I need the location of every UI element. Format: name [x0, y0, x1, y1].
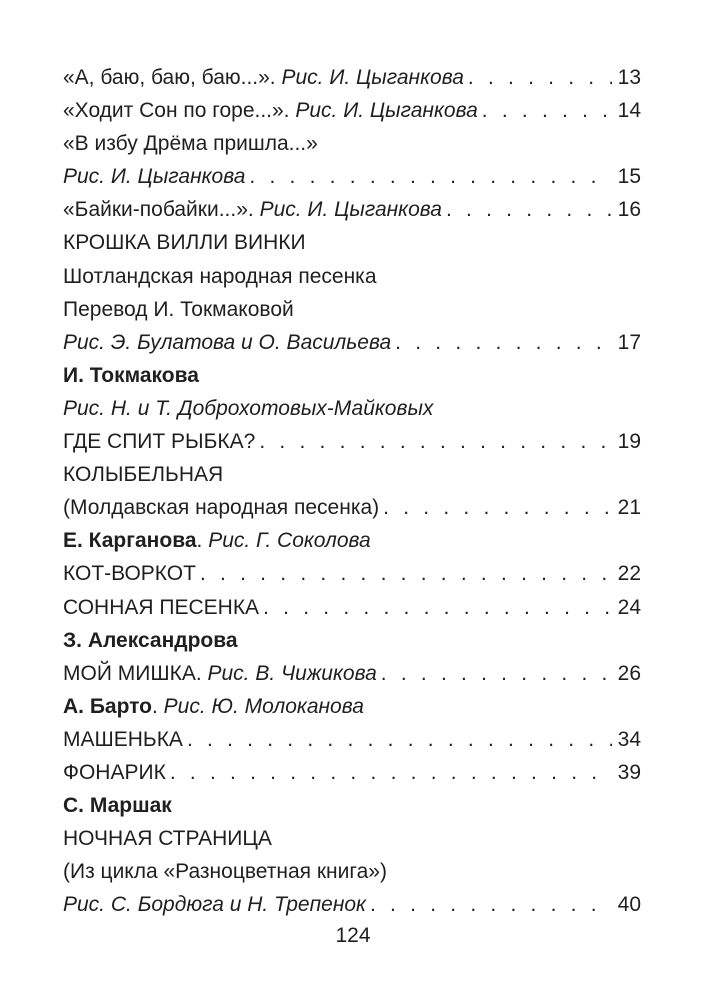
entry-page: 14	[617, 99, 641, 123]
author-name: И. Токмакова	[63, 363, 199, 387]
entry-page: 15	[617, 165, 641, 189]
author-name: З. Александрова	[63, 628, 238, 652]
toc-entry	[63, 556, 641, 589]
entry-page: 16	[617, 198, 641, 222]
toc-entry	[63, 722, 641, 755]
dot-leader	[478, 93, 612, 126]
toc-entry	[63, 457, 641, 490]
entry-page: 22	[617, 562, 641, 586]
toc-entry	[63, 259, 641, 292]
entry-illustrator: Рис. И. Цыганкова	[63, 165, 246, 189]
toc-entry	[63, 60, 641, 93]
toc-entry	[63, 391, 641, 424]
dot-leader	[377, 656, 612, 689]
entry-title: НОЧНАЯ СТРАНИЦА	[63, 827, 272, 851]
author-name: Е. Карганова	[63, 529, 197, 553]
toc-entry	[63, 821, 641, 854]
entry-illustrator: Рис. И. Цыганкова	[281, 66, 464, 89]
dot-leader	[183, 722, 612, 755]
author-separator: .	[152, 694, 164, 718]
dot-leader	[259, 590, 612, 623]
entry-illustrator: Рис. Г. Соколова	[208, 529, 371, 553]
author-name: С. Маршак	[63, 794, 172, 818]
entry-illustrator: Рис. Н. и Т. Доброхотовых-Майковых	[63, 396, 434, 420]
entry-title: МОЙ МИШКА.	[63, 661, 208, 685]
toc-entry	[63, 755, 641, 788]
entry-title: МАШЕНЬКА	[63, 727, 183, 751]
entry-title: «Байки-побайки...».	[63, 198, 260, 222]
toc-author	[63, 623, 641, 656]
toc-entry	[63, 656, 641, 689]
entry-subtitle: Шотландская народная песенка	[63, 264, 377, 288]
toc-entry	[63, 887, 641, 920]
entry-title: «А, баю, баю, баю...».	[63, 66, 282, 89]
toc-author	[63, 689, 641, 722]
entry-illustrator: Рис. В. Чижикова	[207, 661, 377, 685]
toc-entry	[63, 325, 641, 358]
toc-entry	[63, 225, 641, 258]
entry-title: КРОШКА ВИЛЛИ ВИНКИ	[63, 231, 306, 255]
entry-title: КОЛЫБЕЛЬНАЯ	[63, 463, 224, 487]
entry-page: 34	[617, 727, 641, 751]
toc-author	[63, 788, 641, 821]
author-name: А. Барто	[63, 694, 152, 718]
toc-entry	[63, 159, 641, 192]
dot-leader	[391, 325, 611, 358]
entry-illustrator: Рис. Э. Булатова и О. Васильева	[63, 330, 392, 354]
entry-illustrator: Рис. И. Цыганкова	[259, 198, 442, 222]
entry-page: 17	[617, 330, 641, 354]
entry-illustrator: Рис. С. Бордюга и Н. Трепенок	[63, 893, 366, 917]
entry-page: 21	[617, 496, 641, 520]
entry-translator: Перевод И. Токмаковой	[63, 297, 294, 321]
entry-page: 24	[617, 595, 641, 619]
dot-leader	[245, 159, 611, 192]
entry-page: 40	[617, 893, 641, 917]
toc-entry	[63, 424, 641, 457]
entry-title: СОННАЯ ПЕСЕНКА	[63, 595, 260, 619]
dot-leader	[255, 424, 611, 457]
entry-page: 13	[617, 66, 641, 89]
entry-subtitle: (Молдавская народная песенка)	[63, 496, 380, 520]
entry-title: КОТ-ВОРКОТ	[63, 562, 196, 586]
toc-entry	[63, 192, 641, 225]
page-number: 124	[335, 924, 371, 947]
entry-illustrator: Рис. И. Цыганкова	[295, 99, 478, 123]
entry-title: ГДЕ СПИТ РЫБКА?	[63, 430, 256, 454]
entry-title: «В избу Дрёма пришла...»	[63, 132, 318, 156]
entry-page: 19	[617, 430, 641, 454]
dot-leader	[366, 887, 612, 920]
toc-author	[63, 523, 641, 556]
entry-subtitle: (Из цикла «Разноцветная книга»)	[63, 860, 387, 884]
toc-entry	[63, 490, 641, 523]
author-separator: .	[196, 529, 209, 553]
entry-title: ФОНАРИК	[63, 760, 166, 784]
dot-leader	[442, 192, 612, 225]
entry-page: 39	[617, 760, 641, 784]
dot-leader	[196, 556, 612, 589]
toc-entry	[63, 292, 641, 325]
entry-title: «Ходит Сон по горе...».	[63, 99, 296, 123]
toc-entry	[63, 854, 641, 887]
toc-entry	[63, 590, 641, 623]
entry-page: 26	[617, 661, 641, 685]
dot-leader	[464, 60, 612, 93]
toc-entry	[63, 93, 641, 126]
toc-author	[63, 358, 641, 391]
table-of-contents	[63, 60, 641, 920]
dot-leader	[166, 755, 612, 788]
dot-leader	[379, 490, 612, 523]
entry-illustrator: Рис. Ю. Молоканова	[163, 694, 364, 718]
toc-entry	[63, 126, 641, 159]
